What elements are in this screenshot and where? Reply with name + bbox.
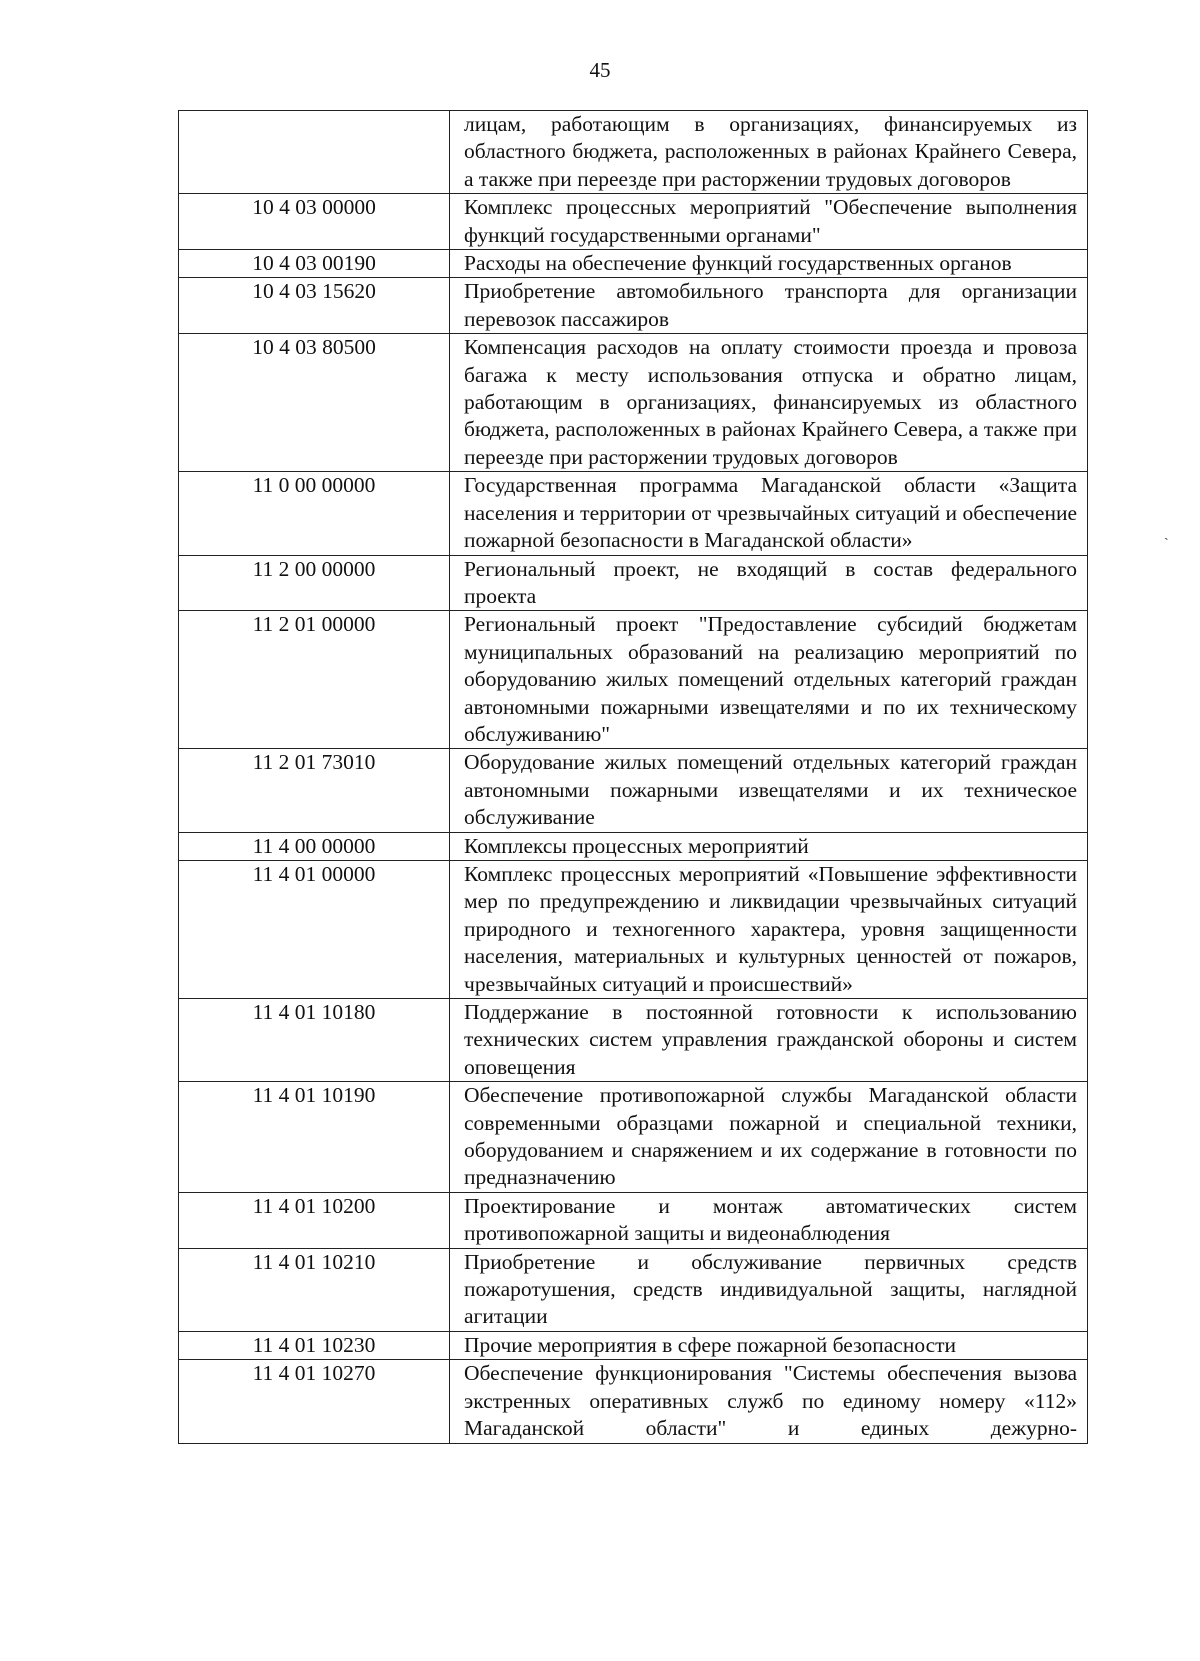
table-row: [179, 250, 1088, 278]
table-row: [179, 1192, 1088, 1248]
code-cell: 11 4 01 10200: [179, 1192, 450, 1248]
code-cell: 10 4 03 80500: [179, 334, 450, 472]
code-cell: 10 4 03 00190: [179, 250, 450, 278]
table-row: [179, 111, 1088, 194]
table-row: [179, 999, 1088, 1082]
code-cell: 11 4 01 10190: [179, 1082, 450, 1193]
table-row: [179, 1360, 1088, 1443]
description-cell: Приобретение и обслуживание первичных средств пожаротушения, средств индивидуальной защиты, наглядной агитации: [450, 1248, 1088, 1331]
table-row: [179, 860, 1088, 998]
description-cell: Оборудование жилых помещений отдельных категорий граждан автономными пожарными извещателями и их техническое обслуживание: [450, 749, 1088, 832]
description-cell: Проектирование и монтаж автоматических систем противопожарной защиты и видеонаблюдения: [450, 1192, 1088, 1248]
description-cell: Комплекс процессных мероприятий "Обеспечение выполнения функций государственными органами": [450, 194, 1088, 250]
code-cell: 11 4 01 10180: [179, 999, 450, 1082]
code-cell: 11 4 01 10270: [179, 1360, 450, 1443]
code-cell: 10 4 03 00000: [179, 194, 450, 250]
table-row: [179, 555, 1088, 611]
table-row: [179, 278, 1088, 334]
table-row: [179, 194, 1088, 250]
table-row: [179, 334, 1088, 472]
description-cell: лицам, работающим в организациях, финансируемых из областного бюджета, расположенных в районах Крайнего Севера, а также при переезде при расторжении трудовых договоров: [450, 111, 1088, 194]
code-cell: 11 4 01 00000: [179, 860, 450, 998]
description-cell: Компенсация расходов на оплату стоимости проезда и провоза багажа к месту использования отпуска и обратно лицам, работающим в организациях, финансируемых из областного бюджета, расположенных в районах Крайнего Севера, а также при переезде при расторжении трудовых договоров: [450, 334, 1088, 472]
description-cell: Приобретение автомобильного транспорта для организации перевозок пассажиров: [450, 278, 1088, 334]
description-cell: Комплекс процессных мероприятий «Повышение эффективности мер по предупреждению и ликвидации чрезвычайных ситуаций природного и техногенного характера, уровня защищенности населения, материальных и культурных ценностей от пожаров, чрезвычайных ситуаций и происшествий»: [450, 860, 1088, 998]
description-cell: Государственная программа Магаданской области «Защита населения и территории от чрезвычайных ситуаций и обеспечение пожарной безопасности в Магаданской области»: [450, 472, 1088, 555]
description-cell: Обеспечение функционирования "Системы обеспечения вызова экстренных оперативных служб по единому номеру «112» Магаданской области" и единых дежурно-: [450, 1360, 1088, 1443]
description-cell: Обеспечение противопожарной службы Магаданской области современными образцами пожарной и специальной техники, оборудованием и снаряжением и их содержание в готовности по предназначению: [450, 1082, 1088, 1193]
table-row: [179, 1331, 1088, 1359]
table-row: [179, 611, 1088, 749]
code-cell: 11 2 00 00000: [179, 555, 450, 611]
code-cell: 11 4 01 10230: [179, 1331, 450, 1359]
code-cell: [179, 111, 450, 194]
description-cell: Расходы на обеспечение функций государственных органов: [450, 250, 1088, 278]
code-cell: 11 4 00 00000: [179, 832, 450, 860]
code-cell: 11 2 01 73010: [179, 749, 450, 832]
table-row: [179, 749, 1088, 832]
budget-code-table: [178, 110, 1088, 1444]
code-cell: 10 4 03 15620: [179, 278, 450, 334]
table-row: [179, 1248, 1088, 1331]
code-cell: 11 4 01 10210: [179, 1248, 450, 1331]
code-cell: 11 2 01 00000: [179, 611, 450, 749]
table-row: [179, 472, 1088, 555]
table-row: [179, 832, 1088, 860]
scan-mark: ˏ: [1164, 526, 1169, 541]
description-cell: Комплексы процессных мероприятий: [450, 832, 1088, 860]
table-row: [179, 1082, 1088, 1193]
description-cell: Региональный проект, не входящий в состав федерального проекта: [450, 555, 1088, 611]
description-cell: Поддержание в постоянной готовности к использованию технических систем управления гражданской обороны и систем оповещения: [450, 999, 1088, 1082]
description-cell: Региональный проект "Предоставление субсидий бюджетам муниципальных образований на реализацию мероприятий по оборудованию жилых помещений отдельных категорий граждан автономными пожарными извещателями и по их техническому обслуживанию": [450, 611, 1088, 749]
description-cell: Прочие мероприятия в сфере пожарной безопасности: [450, 1331, 1088, 1359]
code-cell: 11 0 00 00000: [179, 472, 450, 555]
page-number: 45: [589, 58, 611, 82]
